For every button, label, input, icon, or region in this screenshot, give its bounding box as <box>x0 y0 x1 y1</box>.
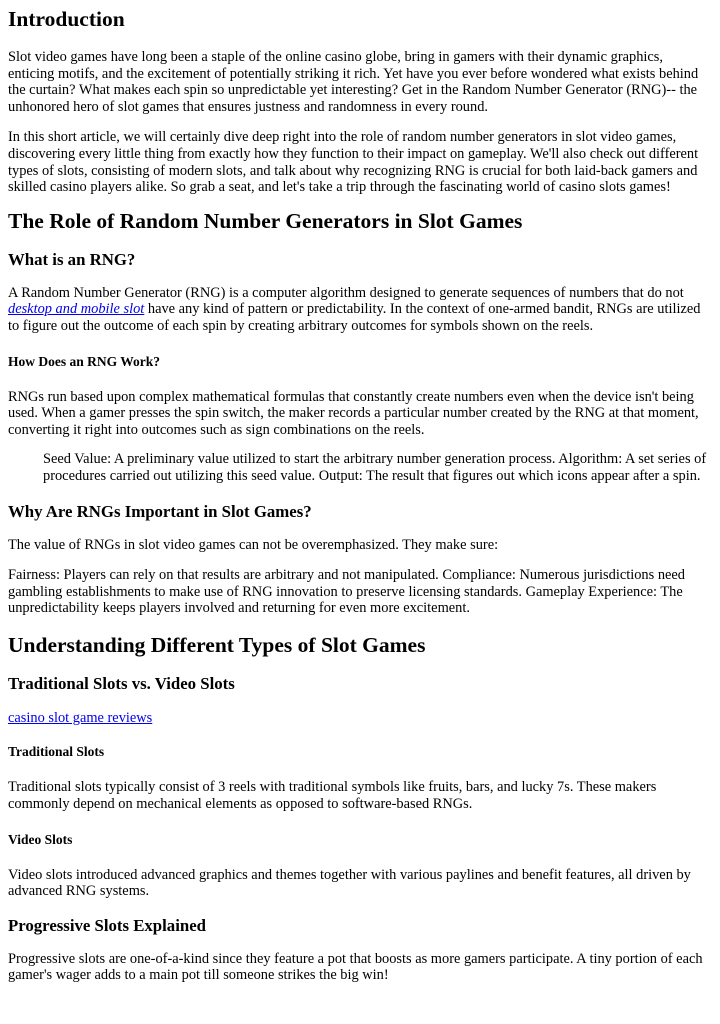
video-slots-paragraph: Video slots introduced advanced graphics and themes together with various paylines and benefit features, all driven by advanced RNG systems. <box>8 866 691 900</box>
progressive-slots-paragraph: Progressive slots are one-of-a-kind since they feature a pot that boosts as more gamers participate. A tiny portion of each gamer's wager adds to a main pot till someone strikes the big win! <box>8 950 703 984</box>
intro-paragraph-2: In this short article, we will certainly dive deep right into the role of random number generators in slot video games, discovering every little thing from exactly how they function to their impact on gameplay. We'll also check out different types of slots, consisting of modern slots, and talk about why recognizing RNG is crucial for both laid-back gamers and skilled casino players alike. So grab a seat, and let's take a trip through the fascinating world of casino slots games! <box>8 129 699 196</box>
why-rng-paragraph-1: The value of RNGs in slot video games can not be overemphasized. They make sure: <box>8 536 499 553</box>
article <box>0 7 720 984</box>
why-rng-paragraph-2: Fairness: Players can rely on that results are arbitrary and not manipulated. Compliance: Numerous jurisdictions need gambling establishments to make use of RNG innovation to preserve licensing standards. Gameplay Experience: The unpredictability keeps players involved and returning for even more excitement. <box>8 567 685 617</box>
what-is-rng-heading: What is an RNG? <box>8 249 136 269</box>
intro-heading: Introduction <box>8 7 125 31</box>
progressive-slots-heading: Progressive Slots Explained <box>8 915 206 935</box>
casino-slot-game-reviews-link[interactable]: casino slot game reviews <box>8 709 153 726</box>
how-rng-works-heading: How Does an RNG Work? <box>8 353 161 369</box>
what-is-rng-paragraph <box>8 285 712 335</box>
why-rng-important-heading: Why Are RNGs Important in Slot Games? <box>8 501 312 521</box>
traditional-vs-video-heading: Traditional Slots vs. Video Slots <box>8 673 235 693</box>
rng-steps-blockquote: Seed Value: A preliminary value utilized to start the arbitrary number generation process. Algorithm: A set series of procedures carried out utilizing this seed value. Output: The result that figures out which icons appear after a spin. <box>43 451 707 484</box>
what-is-rng-text-before: A Random Number Generator (RNG) is a computer algorithm designed to generate sequences of numbers that do not <box>8 284 684 301</box>
video-slots-heading: Video Slots <box>8 831 73 847</box>
what-is-rng-text-after: have any kind of pattern or predictability. In the context of one-armed bandit, RNGs are utilized to figure out the outcome of each spin by creating arbitrary outcomes for symbols shown on the reels. <box>8 301 701 334</box>
desktop-and-mobile-slot-link[interactable]: desktop and mobile slot <box>8 301 145 318</box>
casino-slot-reviews-paragraph <box>8 710 712 727</box>
types-heading: Understanding Different Types of Slot Games <box>8 632 426 657</box>
how-rng-works-paragraph: RNGs run based upon complex mathematical formulas that constantly create numbers even when the device isn't being used. When a gamer presses the spin switch, the maker records a particular number created by the RNG at that moment, converting it right into outcomes such as sign combinations on the reels. <box>8 388 699 438</box>
role-heading: The Role of Random Number Generators in Slot Games <box>8 208 523 233</box>
traditional-slots-heading: Traditional Slots <box>8 744 105 760</box>
traditional-slots-paragraph: Traditional slots typically consist of 3 reels with traditional symbols like fruits, bars, and lucky 7s. These makers commonly depend on mechanical elements as opposed to software-based RNGs. <box>8 779 657 813</box>
intro-paragraph-1: Slot video games have long been a staple of the online casino globe, bring in gamers with their dynamic graphics, enticing motifs, and the excitement of potentially striking it rich. Yet have you ever before wondered what exists behind the curtain? What makes each spin so unpredictable yet interesting? Get in the Random Number Generator (RNG)-- the unhonored hero of slot games that ensures justness and randomness in every round. <box>8 49 699 115</box>
